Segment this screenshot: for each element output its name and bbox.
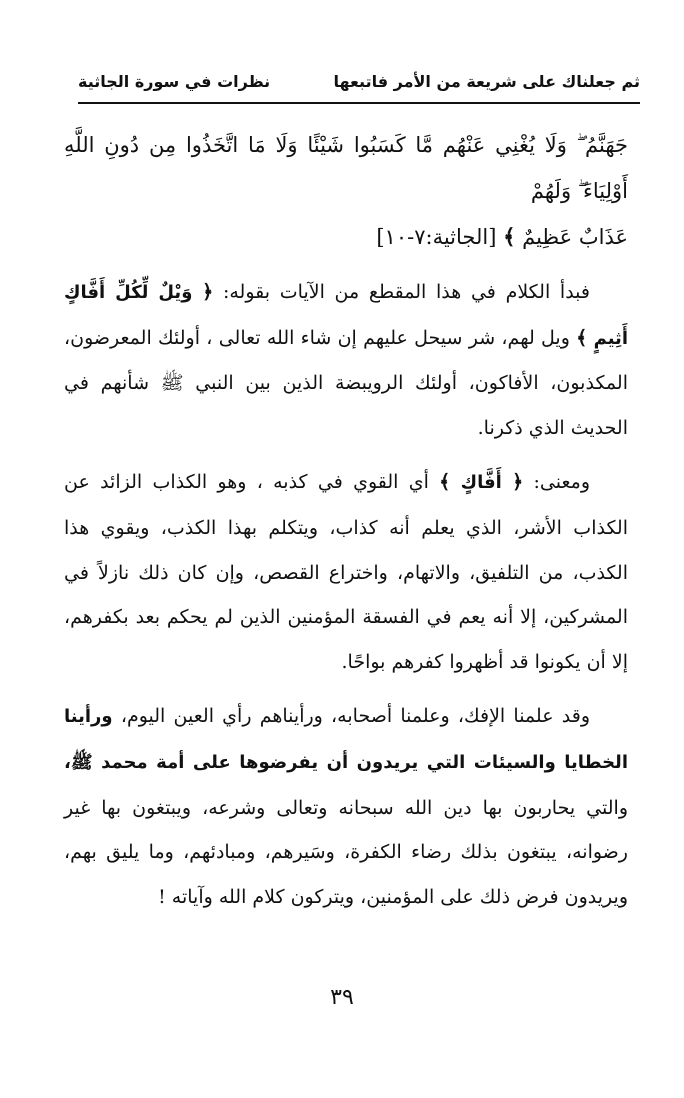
ornate-close-bracket: ﴾ [576, 326, 588, 349]
ornate-open-bracket: ﴿ [512, 471, 524, 494]
ornate-close-bracket: ﴾ [439, 471, 451, 494]
chapter-title: ثم جعلناك على شريعة من الأمر فاتبعها [333, 72, 640, 91]
quran-verse-line1 [64, 122, 628, 214]
paragraph-3-bold-text: ورأينا الخطايا والسيئات التي يريدون أن يفرضوها على أمة محمد ﷺ، [64, 706, 628, 773]
quoted-word: أَفَّاكٍ [460, 472, 502, 494]
ornate-open-bracket: ﴿ [202, 281, 214, 303]
page-body [64, 122, 628, 919]
running-header [78, 62, 640, 104]
paragraph-2 [64, 460, 628, 684]
quran-reference: [الجاثية:٧-١٠] [376, 225, 497, 249]
paragraph-1 [64, 270, 628, 450]
quran-verse-text-1: جَهَنَّمُ ۖ وَلَا يُغْنِي عَنْهُم مَّا كَسَبُوا شَيْئًا وَلَا مَا اتَّخَذُوا مِن دُونِ اللَّهِ أَوْلِيَاءَ ۖ وَلَهُمْ [64, 133, 628, 203]
quran-verse-text-2: عَذَابٌ عَظِيمٌ [522, 225, 628, 249]
paragraph-2-text: أي القوي في كذبه ، وهو الكذاب الزائد عن الكذاب الأشر، الذي يعلم أنه كذاب، ويتكلم بهذا الكذب، ويقوي هذا الكذب، من التلفيق، والاتهام، واختراع القصص، وإن كان ذلك نازلاً في المشركين، إلا أنه يعم في الفسقة المؤمنين الذين لم يحكم بعد بكفرهم، إلا أن يكونوا قد أظهروا كفرهم بواحًا. [64, 471, 628, 673]
paragraph-1-text: ويل لهم، شر سيحل عليهم إن شاء الله تعالى ، أولئك المعرضون، المكذبون، الأفاكون، أولئك الرويبضة الذين بين النبي ﷺ شأنهم في الحديث الذي ذكرنا. [64, 326, 628, 439]
paragraph-1-intro: فبدأ الكلام في هذا المقطع من الآيات بقوله: [222, 281, 591, 303]
paragraph-3-text-end: والتي يحاربون بها دين الله سبحانه وتعالى وشرعه، ويبتغون بها غير رضوانه، يبتغون بذلك رضاء الكفرة، وسَيرهم، ومبادئهم، وما يليق بهم، ويريدون فرض ذلك على المؤمنين، ويتركون كلام الله وآياته ! [64, 796, 628, 908]
paragraph-3-text-start: وقد علمنا الإفك، وعلمنا أصحابه، ورأيناهم رأي العين اليوم، [120, 705, 590, 728]
quran-close-bracket: ﴾ [503, 224, 516, 249]
page-number: ٣٩ [330, 985, 354, 1010]
quoted-verse: وَيْلٌ لِّكُلِّ أَفَّاكٍ أَثِيمٍ [64, 282, 628, 349]
quran-verse-line2 [64, 214, 628, 260]
paragraph-2-intro: ومعنى: [533, 471, 590, 494]
book-title: نظرات في سورة الجاثية [78, 72, 271, 91]
paragraph-3 [64, 694, 628, 919]
